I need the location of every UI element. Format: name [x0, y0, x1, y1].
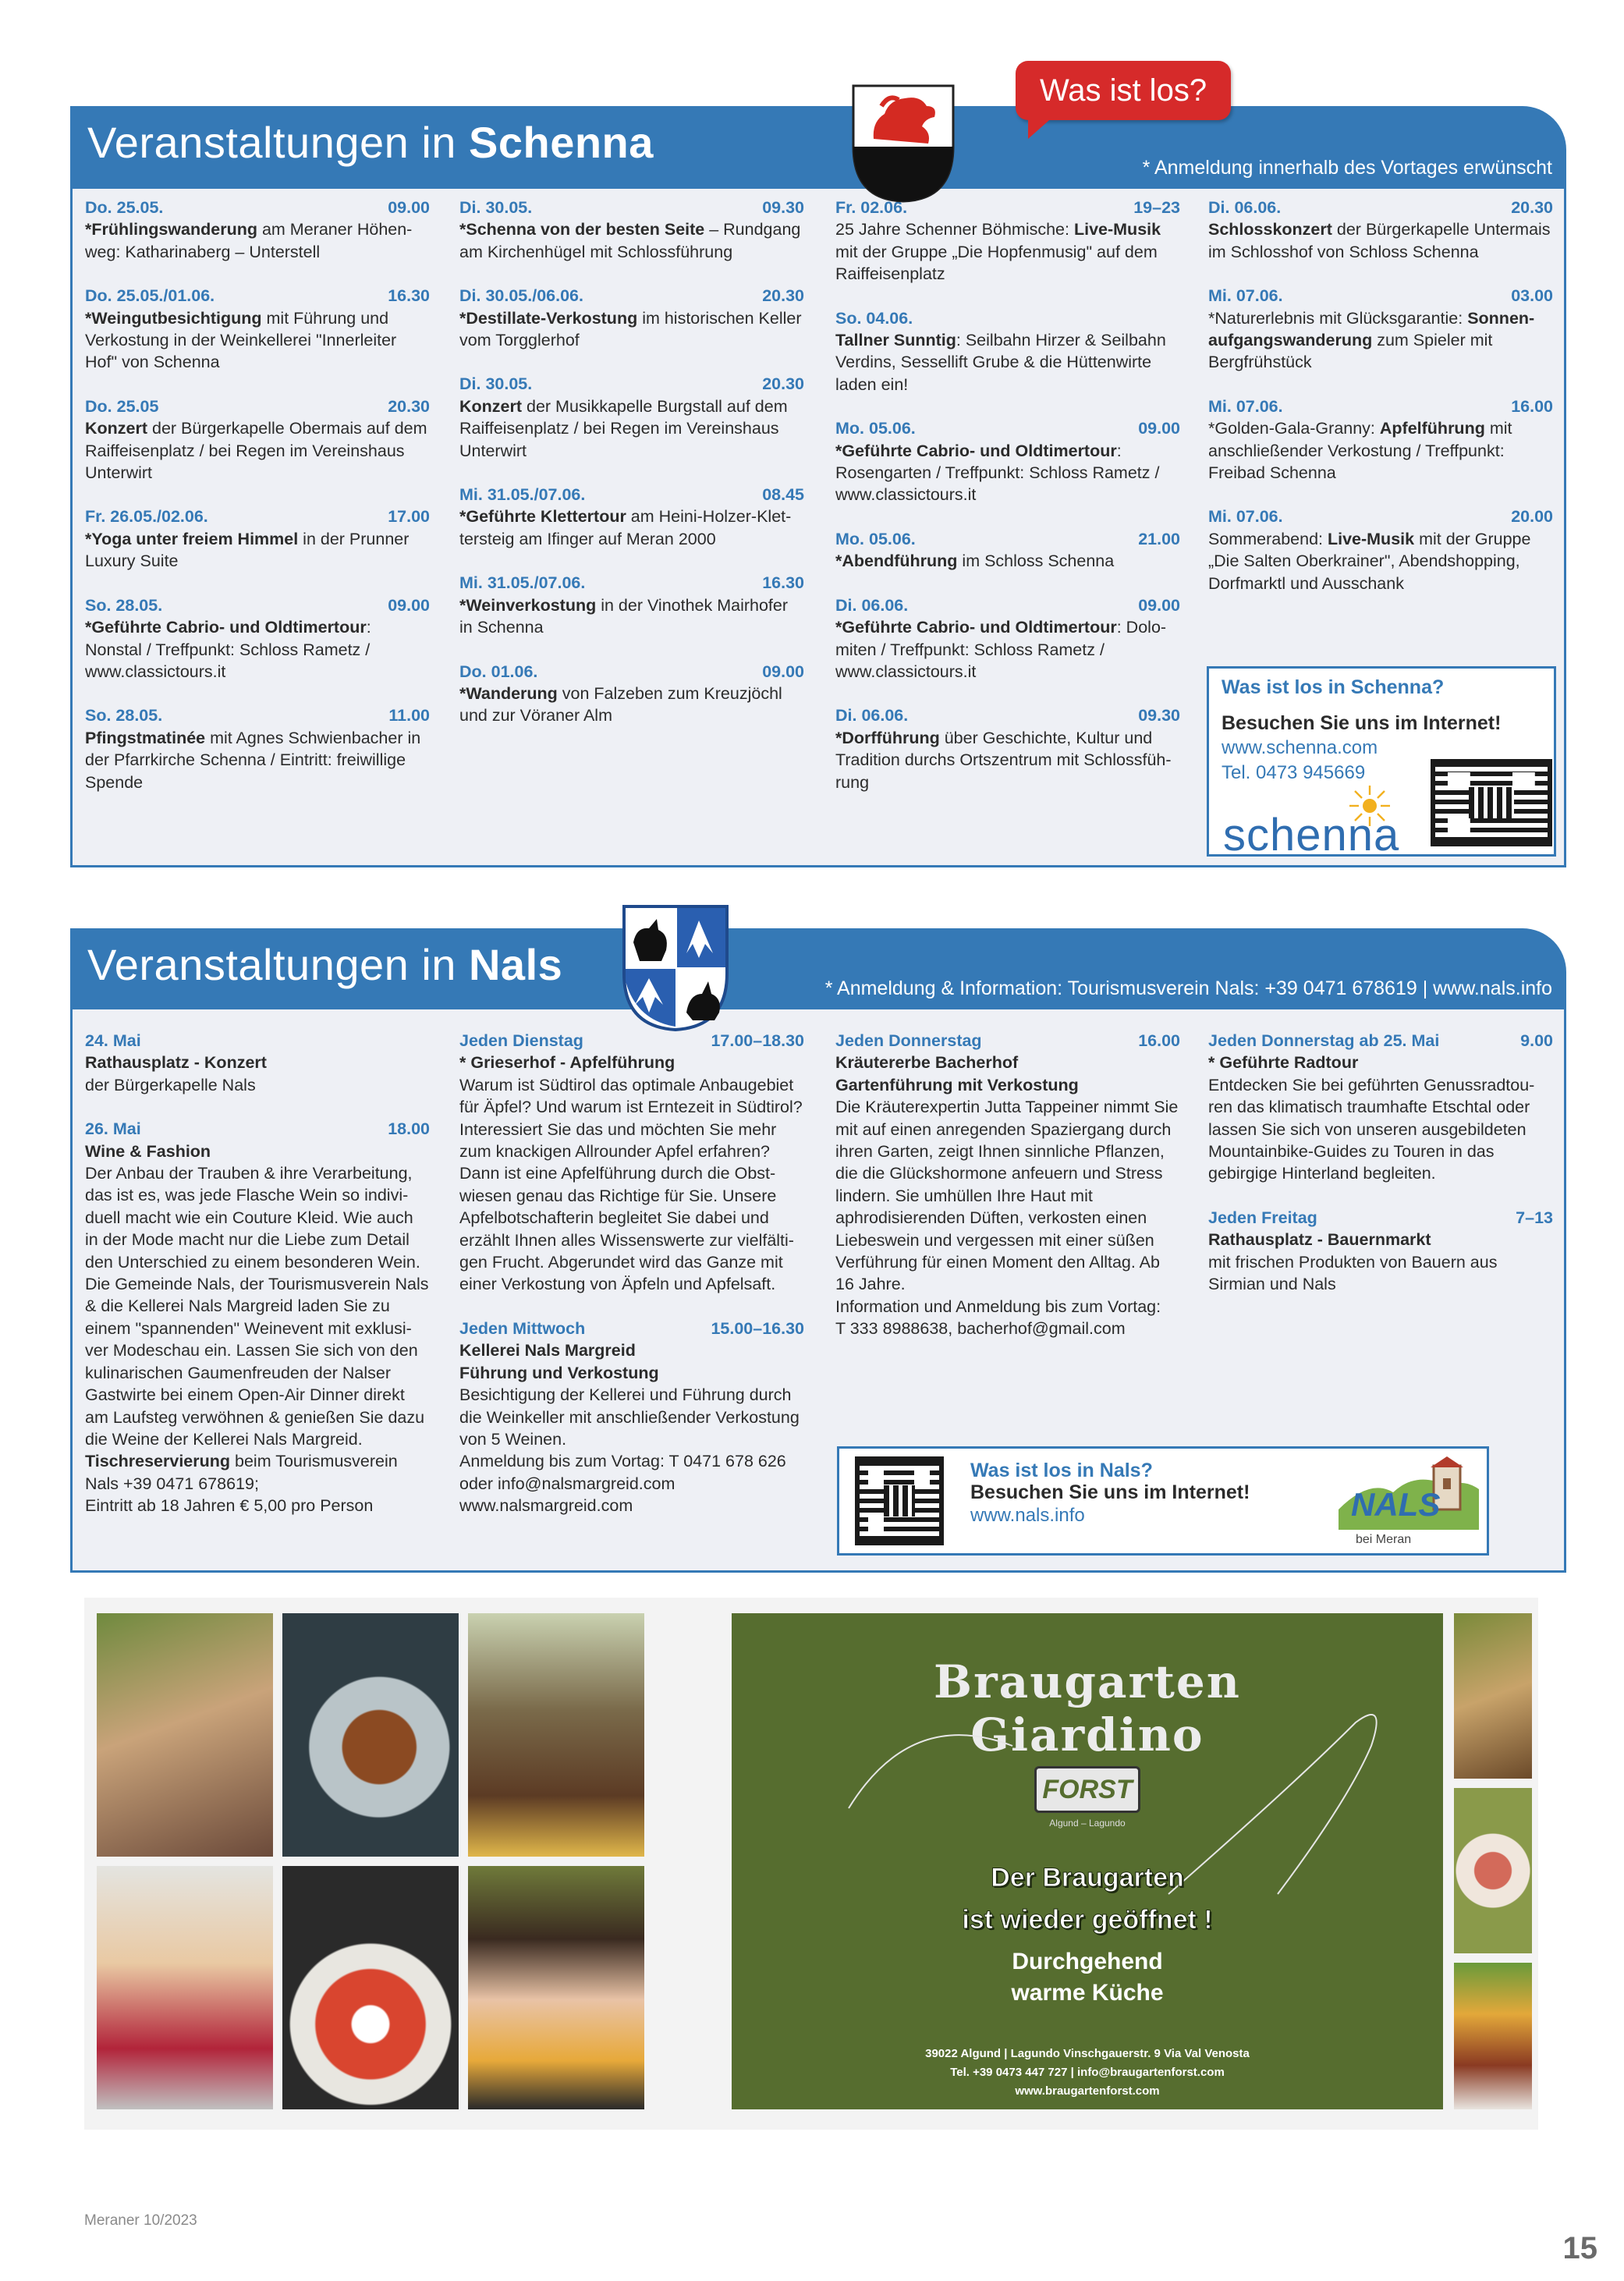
- schenna-section: [70, 106, 1566, 886]
- event-title: Apfelführung: [1379, 419, 1485, 438]
- event-date: Jeden Donnerstag ab 25. Mai: [1208, 1031, 1440, 1050]
- schenna-infobox-tel: Tel. 0473 945669: [1222, 762, 1366, 783]
- event-title: *Geführte Klettertour: [459, 507, 626, 527]
- event-time: 03.00: [1511, 286, 1553, 306]
- event-time: 20.30: [388, 396, 430, 416]
- event-header: [459, 484, 804, 506]
- event-title: *Geführte Cabrio- und Oldtimertour: [85, 618, 367, 637]
- event-header: [835, 594, 1180, 616]
- event-header: [835, 1030, 1180, 1052]
- event-details: zum Spieler mit Bergfrühstück: [1208, 331, 1493, 372]
- nals-body: [70, 1009, 1566, 1573]
- event-description: [835, 218, 1180, 285]
- event-item: [1208, 396, 1553, 484]
- nals-col-4: [1208, 1030, 1553, 1295]
- schenna-header: [70, 106, 1566, 189]
- event-time: 16.30: [762, 573, 804, 593]
- event-date: Mi. 31.05./07.06.: [459, 573, 586, 593]
- event-header: [1208, 396, 1553, 417]
- nals-col-2: [459, 1030, 804, 1517]
- ad-photo-pork-knuckle: [282, 1613, 459, 1857]
- event-date: Do. 25.05./01.06.: [85, 286, 215, 306]
- event-item: [459, 484, 804, 550]
- event-item: [459, 373, 804, 462]
- footer-issue: Meraner 10/2023: [84, 2212, 197, 2229]
- event-contact: T 333 8988638, bacherhof@gmail.com: [835, 1319, 1126, 1339]
- event-time: 16.30: [388, 286, 430, 306]
- event-description: [85, 528, 430, 573]
- event-description: [835, 727, 1180, 793]
- event-details: : Dolo-miten / Treffpunkt: Schloss Rametz / www.classictours.it: [835, 618, 1167, 681]
- event-date: Mo. 05.06.: [835, 419, 916, 438]
- event-title: Konzert: [459, 396, 523, 416]
- schenna-infobox-visit: Besuchen Sie uns im Internet!: [1222, 712, 1502, 734]
- forst-subtitle: Algund – Lagundo: [1049, 1818, 1126, 1829]
- event-header: [1208, 197, 1553, 218]
- event-title: Rathausplatz - Bauernmarkt: [1208, 1230, 1431, 1250]
- event-details: am Heini-Holzer-Klet-tersteig am Ifinger auf Meran 2000: [459, 507, 792, 548]
- event-time: 09.00: [1138, 595, 1180, 615]
- bubble-tail: [1028, 115, 1055, 139]
- event-details: in der Vinothek Mairhofer in Schenna: [459, 595, 789, 637]
- event-date: Do. 25.05: [85, 396, 159, 416]
- event-time: 11.00: [388, 706, 430, 725]
- event-title: *Geführte Cabrio- und Oldtimertour: [835, 441, 1117, 460]
- event-header: [835, 528, 1180, 550]
- nals-col-1: [85, 1030, 430, 1517]
- event-date: So. 28.05.: [85, 595, 163, 615]
- nals-note: * Anmeldung & Information: Tourismusverein Nals: +39 0471 678619 | www.nals.info: [824, 977, 1552, 999]
- ad-title-giardino: Giardino: [970, 1708, 1204, 1761]
- event-date: Mi. 07.06.: [1208, 396, 1283, 416]
- event-description: Besichtigung der Kellerei und Führung durch die Weinkeller mit anschließender Verkostung von 5 Weinen.: [459, 1385, 800, 1449]
- event-item: [85, 594, 430, 683]
- swirl-decoration: [732, 1613, 1443, 2109]
- event-title: Tallner Sunntig: [835, 331, 956, 350]
- event-header: [459, 373, 804, 395]
- event-description: [835, 616, 1180, 683]
- event-title: Wine & Fashion: [85, 1141, 211, 1161]
- schenna-infobox-url[interactable]: www.schenna.com: [1222, 737, 1378, 758]
- event-title: * Grieserhof - Apfelführung: [459, 1053, 675, 1073]
- event-description: [835, 329, 1180, 396]
- ad-photo-toasting-couple: [97, 1613, 273, 1857]
- nals-qr-code[interactable]: [855, 1456, 944, 1545]
- event-title: *Abendführung: [835, 552, 958, 571]
- event-time: 19–23: [1133, 198, 1180, 217]
- event-time: 09.30: [762, 198, 804, 217]
- event-date: Di. 06.06.: [1208, 198, 1282, 217]
- event-title: Kräutererbe Bacherhof: [835, 1053, 1019, 1073]
- event-item: [835, 528, 1180, 573]
- event-details: im historischen Keller vom Torgglerhof: [459, 308, 802, 350]
- event-details: über Geschichte, Kultur und Tradition durchs Ortszentrum mit Schlossfüh-rung: [835, 728, 1172, 792]
- event-date: Mi. 31.05./07.06.: [459, 485, 586, 505]
- event-item: [459, 661, 804, 727]
- schenna-logo: schenna: [1223, 810, 1400, 860]
- nals-col-3: [835, 1030, 1180, 1340]
- ad-photo-pretzel: [1454, 1613, 1532, 1779]
- event-title: *Weinverkostung: [459, 595, 597, 615]
- nals-crest: [621, 903, 730, 1033]
- event-header: [835, 417, 1180, 439]
- braugarten-panel: [732, 1613, 1443, 2109]
- event-description: [459, 396, 804, 462]
- event-time: 15.00–16.30: [711, 1318, 804, 1338]
- event-reservation-text: beim Tourismusverein Nals +39 0471 678619;: [85, 1452, 398, 1493]
- event-time: 20.30: [762, 374, 804, 394]
- ad-line-geoeffnet: ist wieder geöffnet !: [962, 1905, 1213, 1935]
- event-date: Jeden Mittwoch: [459, 1318, 586, 1338]
- event-header: [835, 704, 1180, 726]
- event-time: 9.00: [1520, 1031, 1553, 1050]
- schenna-qr-code[interactable]: [1431, 759, 1552, 846]
- event-item: [85, 1118, 430, 1517]
- page-number: 15: [1562, 2231, 1597, 2265]
- event-prefix: Sommerabend:: [1208, 529, 1328, 548]
- event-date: 24. Mai: [85, 1031, 141, 1050]
- event-item: [835, 417, 1180, 506]
- event-time: 16.00: [1138, 1031, 1180, 1050]
- schenna-infobox: [1207, 666, 1556, 860]
- nals-header: [70, 928, 1566, 1009]
- event-date: Jeden Dienstag: [459, 1031, 583, 1050]
- event-header: [459, 661, 804, 683]
- event-time: 09.00: [388, 198, 430, 217]
- event-date: Jeden Freitag: [1208, 1208, 1317, 1227]
- event-contact: www.nalsmargreid.com: [459, 1496, 633, 1516]
- event-details: am Meraner Höhen-weg: Katharinaberg – Unterstell: [85, 220, 413, 261]
- ad-address: 39022 Algund | Lagundo Vinschgauerstr. 9 Via Val Venosta: [925, 2047, 1250, 2060]
- event-description: [1208, 307, 1553, 374]
- ad-photo-salad-bowl: [1454, 1788, 1532, 1953]
- event-time: 09.00: [388, 595, 430, 615]
- event-header: [459, 572, 804, 594]
- ad-contact: Tel. +39 0473 447 727 | info@braugartenforst.com: [950, 2066, 1225, 2079]
- forst-logo: FORST: [1034, 1766, 1140, 1813]
- event-description: [459, 683, 804, 727]
- ad-photo-tomato-mozzarella: [282, 1866, 459, 2109]
- event-title: Sonnen-aufgangswanderung: [1208, 308, 1535, 350]
- event-time: 09.00: [1138, 419, 1180, 438]
- event-description: Warum ist Südtirol das optimale Anbaugebiet für Äpfel? Und warum ist Erntezeit in Südtirol? Interessiert Sie das und möchten Sie mehr zum knackigen Allrounder Apfel erfahren? Dann ist eine Apfelführung durch die Obst-wiesen genau das Richtige für Sie. Unsere Apfelbotschafterin begleitet Sie dabei und erzählt Ihnen alles Wissenswerte zur vielfälti-gen Frucht. Abgerundet wird das Ganze mit einer Verkostung von Äpfeln und Apfelsaft.: [459, 1075, 803, 1294]
- event-time: 18.00: [388, 1119, 430, 1139]
- event-title: Live-Musik: [1327, 529, 1415, 548]
- event-header: [85, 594, 430, 616]
- schenna-body: [70, 189, 1566, 867]
- event-time: 17.00–18.30: [711, 1031, 804, 1050]
- event-date: Mi. 07.06.: [1208, 507, 1283, 527]
- event-time: 20.00: [1511, 507, 1553, 527]
- schenna-crest: [850, 83, 956, 204]
- event-header: [85, 506, 430, 527]
- nals-title: Veranstaltungen in Nals: [87, 940, 563, 989]
- event-prefix: *Golden-Gala-Granny:: [1208, 419, 1380, 438]
- event-item: [85, 285, 430, 374]
- schenna-title: Veranstaltungen in Schenna: [87, 118, 654, 167]
- event-description: [459, 218, 804, 263]
- event-item: [835, 1030, 1180, 1340]
- event-title: Rathausplatz - Konzert: [85, 1053, 267, 1073]
- event-details: mit Führung und Verkostung in der Weinkellerei "Innerleiter Hof" von Schenna: [85, 308, 397, 372]
- event-description: Die Kräuterexpertin Jutta Tappeiner nimmt Sie mit auf einen anregenden Spaziergang durch ihren Garten, zeigt Ihnen sinnliche Pflanzen, die die Glückshormone anfeuern und Stress lindern. Sie umhüllen Ihre Haut mit aphrodisierenden Düften, verkosten einen Liebeswein und vergessen mit einer süßen Verführung für einen Moment den Alltag. Ab 16 Jahre.: [835, 1098, 1179, 1294]
- schenna-col-2: [459, 197, 804, 727]
- event-time: 09.30: [1138, 706, 1180, 725]
- event-description: der Bürgerkapelle Nals: [85, 1075, 256, 1094]
- event-date: So. 28.05.: [85, 706, 163, 725]
- event-item: [459, 285, 804, 351]
- braugarten-advertisement[interactable]: [84, 1598, 1538, 2130]
- ad-photo-goulash-beer: [1454, 1963, 1532, 2109]
- event-item: [835, 594, 1180, 683]
- event-date: Di. 30.05.: [459, 198, 533, 217]
- event-description: [85, 218, 430, 263]
- event-date: Do. 01.06.: [459, 662, 538, 681]
- event-header: [85, 285, 430, 307]
- event-time: 20.30: [1511, 198, 1553, 217]
- nals-infobox-url[interactable]: www.nals.info: [970, 1505, 1085, 1526]
- event-date: Di. 30.05./06.06.: [459, 286, 583, 306]
- event-item: [459, 197, 804, 263]
- event-subtitle: Führung und Verkostung: [459, 1363, 659, 1382]
- event-header: [85, 396, 430, 417]
- event-title: *Schenna von der besten Seite: [459, 220, 705, 239]
- event-registration: Anmeldung bis zum Vortag: T 0471 678 626 oder info@nalsmargreid.com: [459, 1452, 786, 1493]
- event-time: 09.00: [762, 662, 804, 681]
- event-description: mit frischen Produkten von Bauern aus Sirmian und Nals: [1208, 1252, 1498, 1294]
- ad-photo-woman-beer: [468, 1866, 644, 2109]
- event-description: [85, 727, 430, 793]
- event-title: *Weingutbesichtigung: [85, 308, 262, 328]
- ad-line-braugarten: Der Braugarten: [991, 1863, 1184, 1893]
- event-reservation: [85, 1450, 430, 1495]
- event-details: von Falzeben zum Kreuzjöchl und zur Vöraner Alm: [459, 683, 782, 725]
- event-time: 17.00: [388, 507, 430, 527]
- event-date: So. 04.06.: [835, 308, 913, 328]
- event-item: [1208, 285, 1553, 374]
- event-time: 20.30: [762, 286, 804, 306]
- event-item: [85, 197, 430, 263]
- nals-infobox: [837, 1446, 1489, 1556]
- event-time: 16.00: [1511, 396, 1553, 416]
- event-header: [1208, 506, 1553, 527]
- event-description: [459, 506, 804, 550]
- event-header: [459, 1318, 804, 1339]
- event-reservation-label: Tischreservierung: [85, 1452, 231, 1471]
- event-item: [835, 704, 1180, 793]
- event-date: Di. 06.06.: [835, 706, 909, 725]
- event-title: Pfingstmatinée: [85, 728, 206, 747]
- event-description: Der Anbau der Trauben & ihre Verarbeitung, das ist es, was jede Flasche Wein so indivi-duell macht wie ein Couture Kleid. Wie auch in der Mode macht nur die Liebe zum Detail den Unterschied zu einem besonderen Wein. Die Gemeinde Nals, der Tourismusverein Nals & die Kellerei Nals Margreid laden Sie zu einem "spannenden" Weinevent mit exklusi-ver Modeschau ein. Lassen Sie sich von den kulinarischen Gaumenfreuden der Nalser Gastwirte bei einem Open-Air Dinner direkt am Laufsteg verwöhnen & genießen Sie dazu die Weine der Kellerei Nals Margreid.: [85, 1164, 429, 1449]
- event-date: Fr. 26.05./02.06.: [85, 507, 208, 527]
- event-header: [1208, 285, 1553, 307]
- event-title: Live-Musik: [1073, 220, 1161, 239]
- event-item: [85, 506, 430, 572]
- event-title: *Destillate-Verkostung: [459, 308, 638, 328]
- event-item: [835, 197, 1180, 286]
- event-header: [459, 197, 804, 218]
- event-entry-fee: Eintritt ab 18 Jahren € 5,00 pro Person: [85, 1496, 374, 1516]
- event-item: [459, 1030, 804, 1296]
- schenna-note: * Anmeldung innerhalb des Vortages erwünscht: [1142, 157, 1552, 179]
- event-details: : Seilbahn Hirzer & Seilbahn Verdins, Sessellift Grube & die Hüttenwirte laden ein!: [835, 331, 1166, 394]
- event-details: der Bürgerkapelle Obermais auf dem Raiffeisenplatz / bei Regen im Vereinshaus Unterwirt: [85, 419, 427, 483]
- schenna-col-4: [1208, 197, 1553, 594]
- event-title: Konzert: [85, 419, 148, 438]
- event-details: mit anschließender Verkostung / Treffpunkt: Freibad Schenna: [1208, 419, 1512, 483]
- event-item: [1208, 506, 1553, 594]
- event-details: mit Agnes Schwienbacher in der Pfarrkirche Schenna / Eintritt: freiwillige Spende: [85, 728, 421, 792]
- event-date: 26. Mai: [85, 1119, 141, 1139]
- event-date: Do. 25.05.: [85, 198, 164, 217]
- schenna-infobox-question: Was ist los in Schenna?: [1222, 676, 1445, 698]
- event-header: [1208, 1207, 1553, 1229]
- event-header: [85, 197, 430, 218]
- event-item: [459, 572, 804, 638]
- event-time: 7–13: [1516, 1208, 1553, 1227]
- event-time: 21.00: [1138, 529, 1180, 548]
- event-item: [1208, 1030, 1553, 1185]
- event-header: [85, 1118, 430, 1140]
- event-details: mit der Gruppe „Die Hopfenmusig" auf dem Raiffeisenplatz: [835, 242, 1158, 284]
- event-header: [459, 1030, 804, 1052]
- event-title: *Frühlingswanderung: [85, 220, 257, 239]
- ad-photo-women-dirndl: [97, 1866, 273, 2109]
- event-description: [835, 550, 1180, 572]
- event-description: [459, 307, 804, 352]
- nals-infobox-question: Was ist los in Nals?: [970, 1460, 1153, 1481]
- ad-photo-man-eating: [468, 1613, 644, 1857]
- event-details: : Rosengarten / Treffpunkt: Schloss Rametz / www.classictours.it: [835, 441, 1160, 505]
- event-header: [85, 704, 430, 726]
- event-item: [1208, 197, 1553, 263]
- event-title: *Dorfführung: [835, 728, 940, 747]
- event-details: der Bürgerkapelle Untermais im Schlosshof von Schloss Schenna: [1208, 220, 1551, 261]
- ad-line-durchgehend: Durchgehend: [1012, 1949, 1163, 1974]
- event-title: * Geführte Radtour: [1208, 1053, 1359, 1073]
- event-description: [1208, 218, 1553, 263]
- event-description: [1208, 417, 1553, 484]
- event-item: [835, 307, 1180, 396]
- schenna-col-3: [835, 197, 1180, 793]
- event-prefix: 25 Jahre Schenner Böhmische:: [835, 220, 1074, 239]
- schenna-col-1: [85, 197, 430, 793]
- event-title: Schlosskonzert: [1208, 220, 1332, 239]
- event-details: im Schloss Schenna: [957, 552, 1115, 571]
- event-details: mit der Gruppe „Die Salten Oberkrainer", Abendshopping, Dorfmarktl und Ausschank: [1208, 529, 1531, 593]
- event-header: [835, 307, 1180, 329]
- event-header: [85, 1030, 430, 1052]
- event-item: [459, 1318, 804, 1517]
- ad-line-kueche: warme Küche: [1011, 1980, 1164, 2006]
- event-description: [85, 417, 430, 484]
- event-header: [1208, 1030, 1553, 1052]
- event-prefix: *Naturerlebnis mit Glücksgarantie:: [1208, 308, 1468, 328]
- event-title: Kellerei Nals Margreid: [459, 1341, 636, 1360]
- nals-logo: NALS bei Meran: [1339, 1455, 1479, 1552]
- event-description: [85, 616, 430, 683]
- event-item: [85, 1030, 430, 1096]
- ad-title-braugarten: Braugarten: [934, 1655, 1241, 1708]
- event-item: [1208, 1207, 1553, 1296]
- event-description: [85, 307, 430, 374]
- event-details: in der Prunner Luxury Suite: [85, 529, 410, 571]
- event-description: Entdecken Sie bei geführten Genussradtou-ren das klimatisch traumhafte Etschtal oder lassen Sie sich von unseren ausgebildeten Mountainbike-Guides zu Touren in das gebirgige Hinterland begleiten.: [1208, 1075, 1535, 1183]
- event-date: Di. 30.05.: [459, 374, 533, 394]
- event-item: [85, 396, 430, 484]
- ad-website[interactable]: www.braugartenforst.com: [1015, 2084, 1160, 2098]
- event-date: Mi. 07.06.: [1208, 286, 1283, 306]
- nals-infobox-visit: Besuchen Sie uns im Internet!: [970, 1481, 1250, 1503]
- event-date: Fr. 02.06.: [835, 198, 908, 217]
- event-date: Di. 06.06.: [835, 595, 909, 615]
- event-time: 08.45: [762, 485, 804, 505]
- event-title: *Geführte Cabrio- und Oldtimertour: [835, 618, 1117, 637]
- event-date: Jeden Donnerstag: [835, 1031, 982, 1050]
- event-details: – Rundgang am Kirchenhügel mit Schlossführung: [459, 220, 801, 261]
- nals-section: [70, 928, 1566, 1573]
- event-description: [459, 594, 804, 639]
- event-description: [1208, 528, 1553, 594]
- was-ist-los-bubble: Was ist los?: [1016, 61, 1231, 120]
- event-title: *Wanderung: [459, 683, 558, 703]
- event-details: : Nonstal / Treffpunkt: Schloss Rametz / www.classictours.it: [85, 618, 371, 681]
- event-details: der Musikkapelle Burgstall auf dem Raiffeisenplatz / bei Regen im Vereinshaus Unterwirt: [459, 396, 788, 460]
- event-date: Mo. 05.06.: [835, 529, 916, 548]
- event-description: [835, 440, 1180, 506]
- event-subtitle: Gartenführung mit Verkostung: [835, 1075, 1079, 1094]
- event-title: *Yoga unter freiem Himmel: [85, 529, 299, 548]
- event-item: [85, 704, 430, 793]
- event-header: [459, 285, 804, 307]
- event-registration: Information und Anmeldung bis zum Vortag:: [835, 1297, 1161, 1316]
